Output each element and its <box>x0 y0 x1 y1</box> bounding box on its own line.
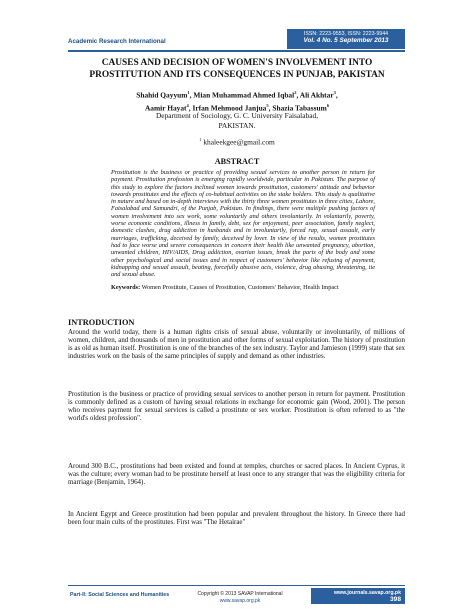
author-sep: , <box>189 90 194 100</box>
author-sup: 1 <box>187 90 190 95</box>
contact-email <box>66 137 408 146</box>
email-address[interactable]: khaleekgee@gmail.com <box>203 137 275 147</box>
header-divider <box>68 50 405 52</box>
footer-part: Part-II: Social Sciences and Humanities <box>70 592 170 598</box>
affiliation-line-1: Department of Sociology, G. C. University Faisalabad, <box>155 111 319 120</box>
author-sup: 5 <box>266 102 269 108</box>
author-sup: 2 <box>294 90 297 95</box>
author-name: Aamir Hayat <box>144 103 187 113</box>
intro-paragraph-1: Around the world today, there is a human rights crisis of sexual abuse, voluntarily or involuntarily, of millions of women, children, and thousands of men in prostitution and other forms of sexual exploitation. The history of prostitution is as old as human itself. Prostitution is one of the branches of the sex industry. Taylor and Jamieson (1999) state that sex industries work on the basis of the same principles of supply and demand as other industries. <box>68 328 405 361</box>
author-sep: , <box>268 103 273 113</box>
footer-page-box <box>311 588 405 604</box>
author-sup: 3 <box>333 90 336 95</box>
author-list <box>66 88 408 114</box>
author-name: Ali Akhtar <box>299 90 334 100</box>
author-sup: 4 <box>186 102 189 108</box>
keywords-label: Keywords: <box>111 284 141 291</box>
author-name: Shahid Qayyum <box>136 90 188 100</box>
abstract-heading: ABSTRACT <box>214 157 260 166</box>
volume-issue: Vol. 4 No. 5 September 2013 <box>303 37 389 44</box>
introduction-heading: INTRODUCTION <box>68 318 135 327</box>
author-name: Shazia Tabassum <box>272 103 327 113</box>
keywords-list: Women Prostitute, Causes of Prostitution, Customers' Behavior, Health Impact <box>141 284 339 291</box>
author-sep: , <box>188 103 193 113</box>
page-number: 398 <box>389 596 401 603</box>
issn: ISSN: 2223-9553, ISSN: 2223-9944 <box>303 31 389 37</box>
footer-divider <box>68 585 405 586</box>
author-sup: 6 <box>326 102 330 108</box>
author-sep: , <box>335 90 338 100</box>
footer-copyright-block <box>180 591 300 604</box>
author-name: Irfan Mehmood Janjua <box>192 103 267 113</box>
intro-paragraph-3: Around 300 B.C., prostitutions had been existed and found at temples, churches or sacred places. In Ancient Cyprus, it was the culture; every woman had to be prostitute herself at least once to any stranger that was the eligibility criteria for marriage (Benjamin, 1964). <box>68 462 405 487</box>
footer-copyright: Copyright © 2013 SAVAP International <box>197 591 283 597</box>
intro-paragraph-2: Prostitution is the business or practice of providing sexual services to another person in return for payment. Prostitution is commonly defined as a custom of having sexual relations in exchange for economic gain (Wood, 2001). The person who receives payment for sexual services is called a prostitute or sex worker. Prostitution is often referred to as "the world's oldest profession". <box>68 390 405 423</box>
footer-journal-link[interactable]: www.journals.savap.org.pk <box>334 590 401 596</box>
affiliation <box>66 111 408 131</box>
author-line-1 <box>66 88 408 101</box>
journal-info-box <box>287 29 405 49</box>
affiliation-line-2: PAKISTAN. <box>218 121 256 130</box>
journal-name: Academic Research International <box>68 38 166 45</box>
footer-site-link[interactable]: www.savap.org.pk <box>219 597 261 604</box>
abstract-text: Prostitution is the business or practice of providing sexual services to another person in return for payment. Prostitution profession is emerging rapidly worldwide, particular in Pakistan. The purpose of this study to explore the factors inclined women towards prostitution, customers' attitude and behavior towards prostitutes and the effects of co-habitual activities on the stake holders. This study is qualitative in nature and based on in-depth interviews with the thirty three women prostitutes in three cities, Lahore, Faisalabad and Samundri, of the Punjab, Pakistan. In findings, there were multiple pushing factors of women involvement into sex work, some voluntarily and others involuntarily. In voluntarily, poverty, worse economic conditions, illness in family, debt, sex for enjoyment, peer association, family neglect, domestic clashes, drug addiction in husbands and in involuntarily, forced rap, sexual assault, early marriages, trafficking, deceived by family, deceived by lover. In view of the results, women prostitutes had to face worse and severe consequences in concern their health like unwanted pregnancy, abortion, unwanted children, HIV/AIDS, Drug addiction, ovarian issues, break the parts of the body and some other psychological and social issues and in respect of customers' behavior like refusing of payment, kidnapping and sexual assault, beating, forcefully abusive acts, violence, drug abusing, threatening, tie and sexual abuse. <box>111 169 375 279</box>
intro-paragraph-4: In Ancient Egypt and Greece prostitution had been popular and prevalent throughout the history. In Greece there had been four main cults of the prostitutes. First was "The Hetairae" <box>68 510 405 527</box>
author-sep: , <box>296 90 300 100</box>
email-sup: 1 <box>199 137 202 142</box>
keywords <box>111 284 375 291</box>
article-title: CAUSES AND DECISION OF WOMEN'S INVOLVEMENT INTO PROSTITUTION AND ITS CONSEQUENCES IN PUNJAB, PAKISTAN <box>89 58 385 80</box>
author-name: Mian Muhammad Ahmed Iqbal <box>193 90 295 100</box>
